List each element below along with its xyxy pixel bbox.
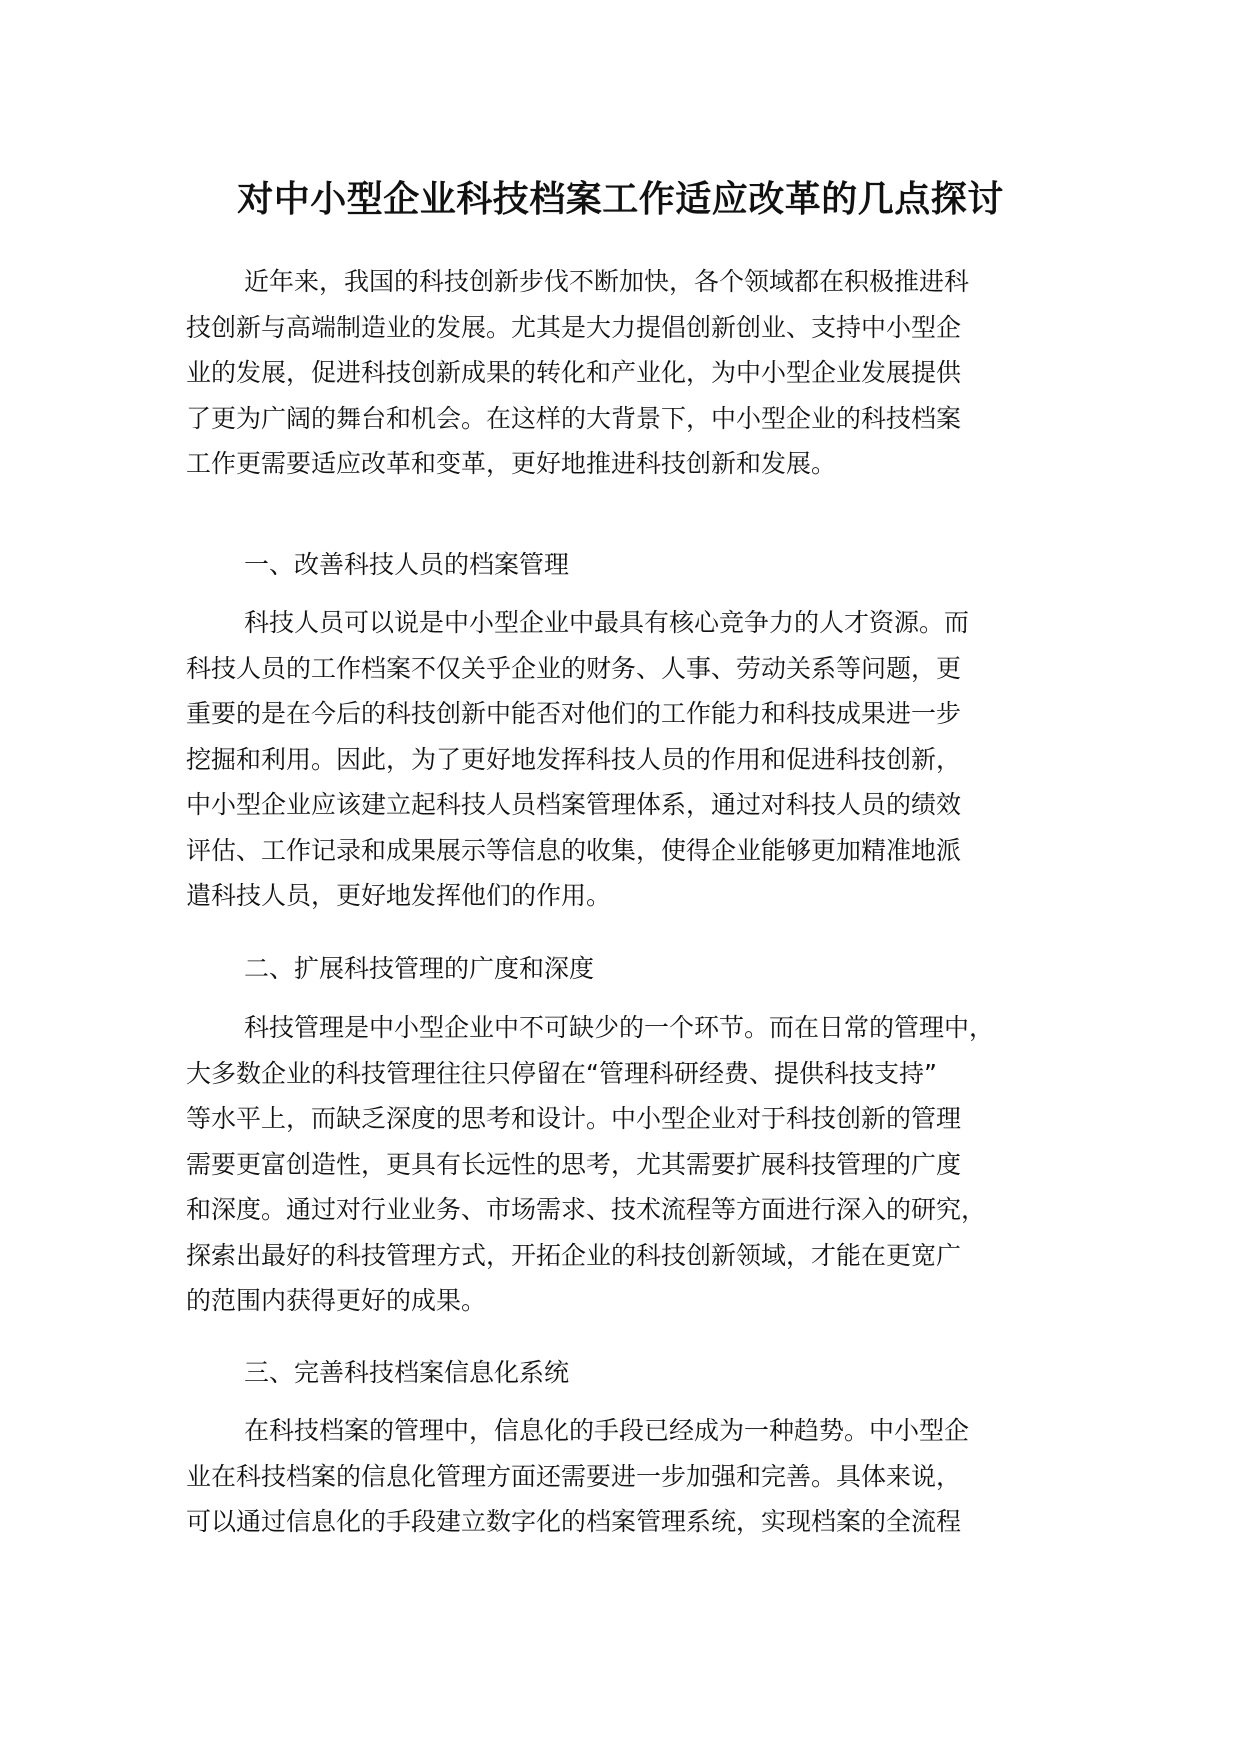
- text-line: 挖掘和利用。因此，为了更好地发挥科技人员的作用和促进科技创新，: [186, 744, 962, 774]
- text-line: 和深度。通过对行业业务、市场需求、技术流程等方面进行深入的研究，: [186, 1195, 987, 1224]
- text-line: 中小型企业应该建立起科技人员档案管理体系，通过对科技人员的绩效: [186, 790, 962, 819]
- text-line: 工作更需要适应改革和变革，更好地推进科技创新和发展。: [186, 449, 837, 478]
- text-line: 科技管理是中小型企业中不可缺少的一个环节。而在日常的管理中，: [244, 1013, 995, 1042]
- paragraph-intro: [186, 259, 1066, 487]
- text-line: 业在科技档案的信息化管理方面还需要进一步加强和完善。具体来说，: [186, 1461, 962, 1491]
- section-heading-3: 三、完善科技档案信息化系统: [244, 1358, 570, 1387]
- text-line: 大多数企业的科技管理往往只停留在“管理科研经费、提供科技支持”: [186, 1058, 937, 1088]
- text-line: 可以通过信息化的手段建立数字化的档案管理系统，实现档案的全流程: [186, 1507, 962, 1536]
- text-line: 科技人员的工作档案不仅关乎企业的财务、人事、劳动关系等问题，更: [186, 653, 962, 683]
- text-line: 等水平上，而缺乏深度的思考和设计。中小型企业对于科技创新的管理: [186, 1104, 962, 1133]
- text-line: 科技人员可以说是中小型企业中最具有核心竞争力的人才资源。而: [244, 608, 970, 637]
- text-line: 需要更富创造性，更具有长远性的思考，尤其需要扩展科技管理的广度: [186, 1149, 962, 1179]
- text-line: 的范围内获得更好的成果。: [186, 1286, 487, 1315]
- text-line: 探索出最好的科技管理方式，开拓企业的科技创新领域，才能在更宽广: [186, 1240, 962, 1270]
- text-line: 近年来，我国的科技创新步伐不断加快，各个领域都在积极推进科: [244, 267, 970, 296]
- text-line: 重要的是在今后的科技创新中能否对他们的工作能力和科技成果进一步: [186, 699, 962, 728]
- document-title: 对中小型企业科技档案工作适应改革的几点探讨: [237, 179, 1004, 220]
- text-line: 业的发展，促进科技创新成果的转化和产业化，为中小型企业发展提供: [186, 358, 962, 387]
- text-line: 技创新与高端制造业的发展。尤其是大力提倡创新创业、支持中小型企: [186, 312, 962, 342]
- paragraph-section-2: [186, 1005, 1066, 1324]
- text-line: 在科技档案的管理中，信息化的手段已经成为一种趋势。中小型企: [244, 1416, 970, 1445]
- text-line: 评估、工作记录和成果展示等信息的收集，使得企业能够更加精准地派: [186, 835, 962, 865]
- text-line: 遣科技人员，更好地发挥他们的作用。: [186, 881, 612, 910]
- text-line: 了更为广阔的舞台和机会。在这样的大背景下，中小型企业的科技档案: [186, 403, 962, 433]
- section-heading-2: 二、扩展科技管理的广度和深度: [244, 954, 595, 983]
- section-heading-1: 一、改善科技人员的档案管理: [244, 550, 570, 579]
- paragraph-section-3: [186, 1408, 1066, 1545]
- paragraph-section-1: [186, 600, 1066, 919]
